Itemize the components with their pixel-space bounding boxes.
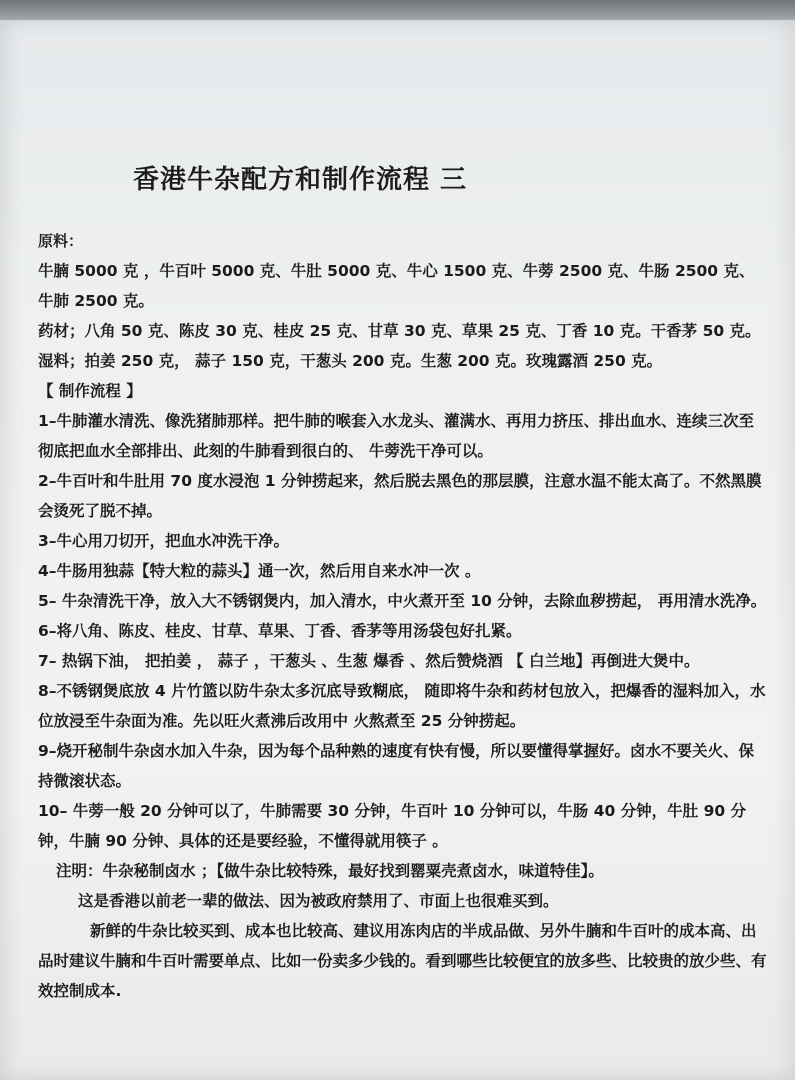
paper-sheet [0,20,795,1080]
note-text: 注明：牛杂秘制卤水 ；【做牛杂比较特殊，最好找到罂粟壳煮卤水，味道特佳】。 [56,862,604,880]
materials-label: 原料： [38,232,84,250]
paragraph-1: 这是香港以前老一辈的做法、因为被政府禁用了、市面上也很难买到。 [78,892,559,910]
step-2: 2–牛百叶和牛肚用 70 度水浸泡 1 分钟捞起来，然后脱去黑色的那层膜，注意水温不能太高了。不然黑膜会烫死了脱不掉。 [38,472,762,520]
step-1: 1–牛肺灌水清洗、像洗猪肺那样。把牛肺的喉套入水龙头、灌满水、再用力挤压、排出血水、连续三次至彻底把血水全部排出、此刻的牛肺看到很白的、 牛蒡洗干净可以。 [38,412,755,460]
document-title: 香港牛杂配方和制作流程 三 [133,165,468,195]
step-5: 5– 牛杂清洗干净，放入大不锈钢煲内，加入清水，中火煮开至 10 分钟，去除血秽捞起， 再用清水洗净。 [38,592,767,610]
step-6: 6–将八角、陈皮、桂皮、甘草、草果、丁香、香茅等用汤袋包好扎紧。 [38,622,522,640]
step-8: 8–不锈钢煲底放 4 片竹篮以防牛杂太多沉底导致糊底， 随即将牛杂和药材包放入，把爆香的湿料加入，水位放浸至牛杂面为准。先以旺火煮沸后改用中 火熬煮至 25 分钟捞起。 [38,682,766,730]
step-10: 10– 牛蒡一般 20 分钟可以了，牛肺需要 30 分钟，牛百叶 10 分钟可以，牛肠 40 分钟，牛肚 90 分钟，牛腩 90 分钟、具体的还是要经验，不懂得就用筷子 。 [38,802,747,850]
wet-ingredients-text: 湿料；拍姜 250 克， 蒜子 150 克，干葱头 200 克。生葱 200 克。玫瑰露酒 250 克。 [38,352,663,370]
paragraph-2: 新鲜的牛杂比较买到、成本也比较高、建议用冻肉店的半成品做、另外牛腩和牛百叶的成本高、出品时建议牛腩和牛百叶需要单点、比如一份卖多少钱的。看到哪些比较便宜的放多些、比较贵的放少些、有效控制成本. [38,922,767,1000]
herbs-text: 药材；八角 50 克、陈皮 30 克、桂皮 25 克、甘草 30 克、草果 25 克、丁香 10 克。干香茅 50 克。 [38,322,761,340]
materials-text: 牛腩 5000 克 ，牛百叶 5000 克、牛肚 5000 克、牛心 1500 克、牛蒡 2500 克、牛肠 2500 克、牛肺 2500 克。 [38,262,755,310]
document-body [38,150,768,1006]
step-9: 9–烧开秘制牛杂卤水加入牛杂，因为每个品种熟的速度有快有慢，所以要懂得掌握好。卤水不要关火、保持微滚状态。 [38,742,755,790]
process-label: 【 制作流程 】 [38,382,142,400]
step-4: 4–牛肠用独蒜【特大粒的蒜头】通一次，然后用自来水冲一次 。 [38,562,481,580]
step-3: 3–牛心用刀切开，把血水冲洗干净。 [38,532,290,550]
step-7: 7– 热锅下油， 把拍姜 ， 蒜子 ，干葱头 、生葱 爆香 、然后赞烧酒 【 白兰地】再倒进大煲中。 [38,652,700,670]
